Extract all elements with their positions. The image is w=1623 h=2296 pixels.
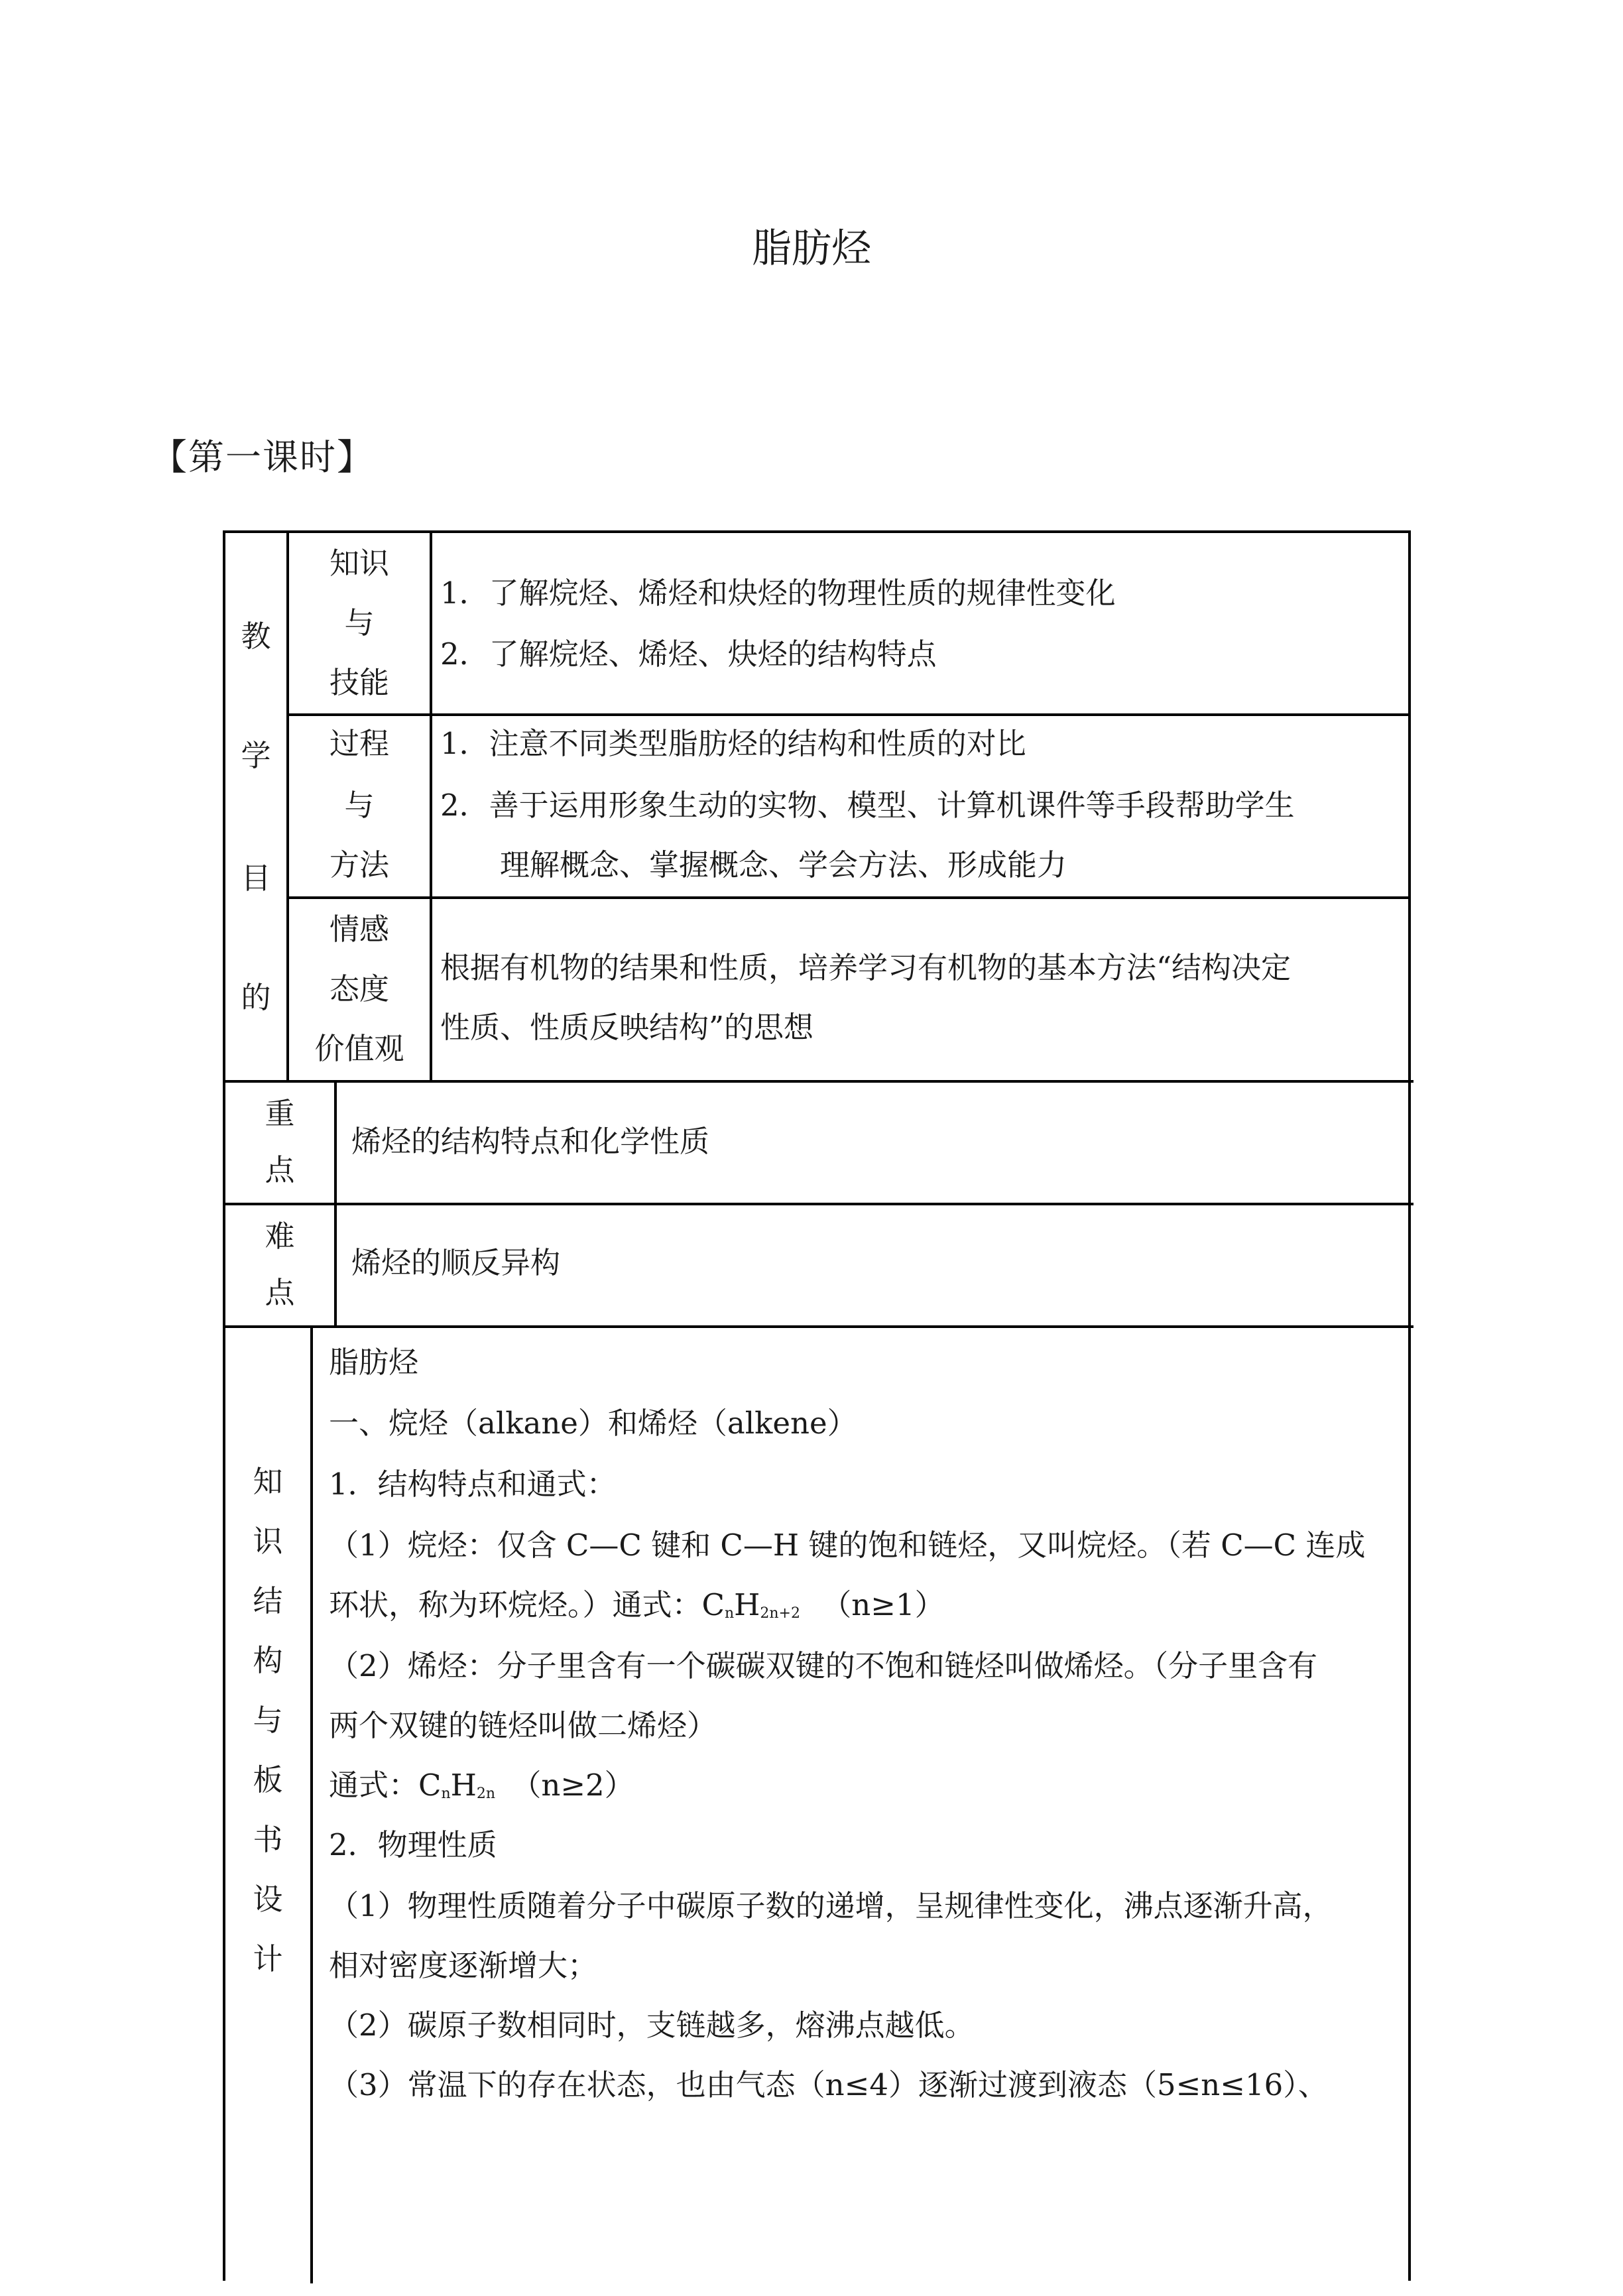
- lesson-plan-table: 教 学 目 的 知识 与 技能 1．了解烷烃、烯烃和炔烃的物理性质的规律性变化 2．了解烷烃、烯烃、炔烃的结构特点 过程 与 方法 1．注意不同类型脂肪烃的结构和性质的对比 2．善于运用形象生动的实物、模型、计算机课件等手段帮助学生 理解概念、掌握概念、学会方法、形成能力 情感 态度 价值观 根据有机物的结果和性质，培养学习有机物的基本方法“结构决定 性质、性质反映结构”的思想 重 点 烯烃的结构特点和化学性质 难 点 烯烃的顺反异构 知 识 结 构 与 板 书 设 计 脂肪烃 一、烷烃（alkane）和烯烃（alkene） 1．结构特点和通式： （1）烷烃：仅含 C—C 键和 C—H 键的饱和链烃，又叫烷烃。（若 C—C 连成 环状，称为环烷烃。）通式：$C_nH_{2n+2}$ （n≥1） （2）烯烃：分子里含有一个碳碳双键的不饱和链烃叫做烯烃。（分子里含有 两个双键的链烃叫做二烯烃） 通式：$C_nH_{2n}$ （n≥2） 2．物理性质 （1）物理性质随着分子中碳原子数的递增，呈规律性变化，沸点逐渐升高， 相对密度逐渐增大； （2）碳原子数相同时，支链越多，熔沸点越低。 （3）常温下的存在状态，也由气态（n≤4）逐渐过渡到液态（5≤n≤16）、: [223, 530, 1411, 2281]
- alkane-formula: $C_nH_{2n+2}$: [701, 1587, 800, 1622]
- page-title: 脂肪烃: [752, 225, 871, 272]
- alkane-formula-line: 环状，称为环烷烃。）通式：$C_nH_{2n+2}$ （n≥1）: [329, 1587, 945, 1622]
- alkene-formula-line: 通式：$C_nH_{2n}$ （n≥2）: [329, 1768, 634, 1803]
- alkene-formula: $C_nH_{2n}$: [418, 1768, 496, 1803]
- lesson-heading: 【第一课时】: [151, 436, 374, 478]
